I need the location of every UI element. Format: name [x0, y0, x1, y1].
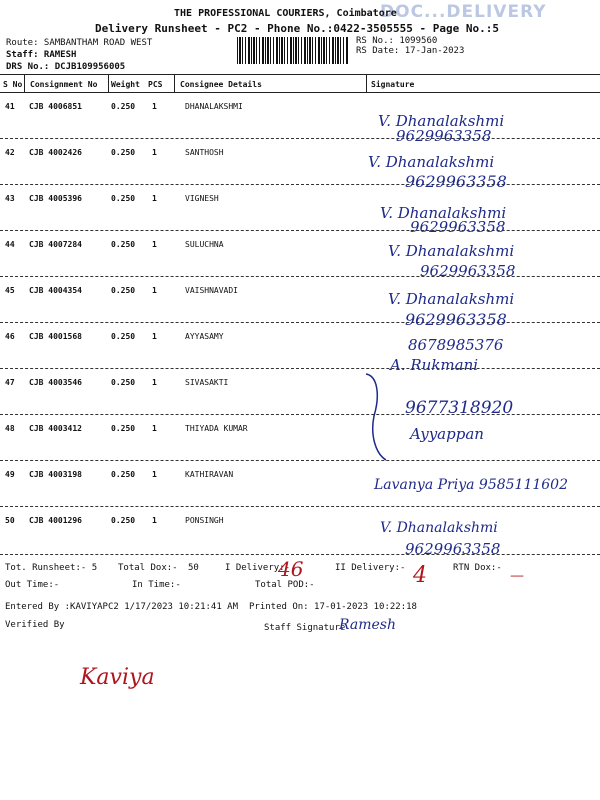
row-divider [0, 460, 600, 461]
row-consignment: CJB 4003198 [29, 470, 82, 479]
row-consignee: PONSINGH [185, 516, 224, 525]
row-consignee: AYYASAMY [185, 332, 224, 341]
row-consignee: DHANALAKSHMI [185, 102, 243, 111]
signature-44-phone: 9629963358 [420, 262, 516, 280]
col-divider [174, 74, 175, 92]
table-header-border [0, 92, 600, 93]
row-pcs: 1 [152, 148, 157, 157]
tot-runsheet: Tot. Runsheet:- 5 [5, 563, 98, 573]
signature-44-name: V. Dhanalakshmi [388, 242, 515, 260]
row-divider [0, 368, 600, 369]
row-weight: 0.250 [111, 194, 136, 203]
row-sno: 44 [5, 240, 15, 249]
company-name: THE PROFESSIONAL COURIERS, Coimbatore [174, 8, 397, 19]
row-weight: 0.250 [111, 240, 136, 249]
row-consignee: SULUCHNA [185, 240, 224, 249]
row-consignee: VAISHNAVADI [185, 286, 238, 295]
row-weight: 0.250 [111, 424, 136, 433]
signature-45-phone: 9629963358 [405, 310, 507, 329]
row-sno: 47 [5, 378, 15, 387]
drs-number: DRS No.: DCJB109956005 [6, 62, 126, 72]
signature-46-phone: 8678985376 [408, 336, 504, 354]
out-time: Out Time:- [5, 580, 60, 590]
row-divider [0, 322, 600, 323]
row-consignment: CJB 4002426 [29, 148, 82, 157]
barcode [237, 37, 349, 64]
row-weight: 0.250 [111, 516, 136, 525]
row-consignment: CJB 4003546 [29, 378, 82, 387]
col-header-consignment: Consignment No [30, 80, 98, 89]
signature-48: Ayyappan [410, 425, 484, 443]
rs-number: RS No.: 1099560 [356, 36, 438, 46]
row-sno: 50 [5, 516, 15, 525]
row-weight: 0.250 [111, 332, 136, 341]
staff-signature-hw: Ramesh [339, 617, 396, 633]
col-header-sno: S No [3, 80, 23, 89]
row-consignee: SIVASAKTI [185, 378, 229, 387]
row-consignment: CJB 4005396 [29, 194, 82, 203]
in-time: In Time:- [132, 580, 181, 590]
total-pod: Total POD:- [255, 580, 315, 590]
row-divider [0, 230, 600, 231]
row-pcs: 1 [152, 332, 157, 341]
table-top-border [0, 74, 600, 75]
signature-42-name: V. Dhanalakshmi [368, 153, 495, 171]
staff-label: Staff: RAMESH [6, 50, 77, 60]
row-sno: 48 [5, 424, 15, 433]
row-divider [0, 138, 600, 139]
row-pcs: 1 [152, 240, 157, 249]
row-consignee: VIGNESH [185, 194, 219, 203]
rtn-dox-label: RTN Dox:- [453, 563, 502, 573]
row-pcs: 1 [152, 424, 157, 433]
row-consignment: CJB 4001296 [29, 516, 82, 525]
col-divider [24, 74, 25, 92]
ii-delivery-value: 4 [413, 563, 427, 588]
row-consignee: SANTHOSH [185, 148, 224, 157]
entered-by: Entered By :KAVIYAPC2 1/17/2023 10:21:41 AM [5, 602, 238, 612]
row-weight: 0.250 [111, 378, 136, 387]
runsheet-title: Delivery Runsheet - PC2 - Phone No.:0422-3505555 - Page No.:5 [95, 22, 499, 35]
col-header-pcs: PCS [148, 80, 163, 89]
delivery-stamp: DOC...DELIVERY [380, 2, 547, 22]
row-pcs: 1 [152, 470, 157, 479]
bracket-mark [364, 372, 388, 464]
row-consignment: CJB 4007284 [29, 240, 82, 249]
signature-50-phone: 9629963358 [405, 540, 501, 558]
row-sno: 43 [5, 194, 15, 203]
col-header-signature: Signature [371, 80, 415, 89]
rtn-dox-value: — [510, 568, 524, 584]
signature-47-phone: 9677318920 [405, 398, 514, 418]
row-consignee: KATHIRAVAN [185, 470, 234, 479]
row-consignment: CJB 4006851 [29, 102, 82, 111]
total-dox-label: Total Dox:- [118, 563, 178, 573]
row-consignment: CJB 4003412 [29, 424, 82, 433]
i-delivery-value: 46 [278, 557, 304, 581]
row-sno: 49 [5, 470, 15, 479]
signature-50-name: V. Dhanalakshmi [380, 520, 498, 536]
row-pcs: 1 [152, 378, 157, 387]
row-weight: 0.250 [111, 286, 136, 295]
signature-41-phone: 9629963358 [396, 127, 492, 145]
row-divider [0, 506, 600, 507]
col-divider [108, 74, 109, 92]
printed-on: Printed On: 17-01-2023 10:22:18 [249, 602, 417, 612]
route-label: Route: SAMBANTHAM ROAD WEST [6, 38, 153, 48]
signature-46-name: A. Rukmani [390, 356, 479, 374]
signature-49: Lavanya Priya 9585111602 [374, 477, 568, 493]
row-sno: 41 [5, 102, 15, 111]
row-pcs: 1 [152, 102, 157, 111]
row-pcs: 1 [152, 194, 157, 203]
col-header-weight: Weight [111, 80, 140, 89]
row-pcs: 1 [152, 516, 157, 525]
signature-43-phone: 9629963358 [410, 218, 506, 236]
signature-45-name: V. Dhanalakshmi [388, 290, 515, 308]
row-sno: 46 [5, 332, 15, 341]
col-divider [366, 74, 367, 92]
row-pcs: 1 [152, 286, 157, 295]
staff-signature-label: Staff Signature [264, 623, 346, 633]
row-divider [0, 554, 600, 555]
row-sno: 42 [5, 148, 15, 157]
row-consignee: THIYADA KUMAR [185, 424, 248, 433]
signature-41-name: V. Dhanalakshmi [378, 112, 505, 130]
row-weight: 0.250 [111, 102, 136, 111]
row-weight: 0.250 [111, 470, 136, 479]
signature-43-name: V. Dhanalakshmi [380, 204, 507, 222]
ii-delivery-label: II Delivery:- [335, 563, 406, 573]
row-sno: 45 [5, 286, 15, 295]
total-dox-value: 50 [188, 563, 199, 573]
row-consignment: CJB 4001568 [29, 332, 82, 341]
i-delivery-label: I Delivery:- [225, 563, 291, 573]
row-weight: 0.250 [111, 148, 136, 157]
verified-by: Verified By [5, 620, 65, 630]
row-consignment: CJB 4004354 [29, 286, 82, 295]
row-divider [0, 184, 600, 185]
rs-date: RS Date: 17-Jan-2023 [356, 46, 465, 56]
kaviya-handwriting: Kaviya [80, 665, 155, 690]
signature-42-phone: 9629963358 [405, 172, 507, 191]
col-header-consignee: Consignee Details [180, 80, 262, 89]
